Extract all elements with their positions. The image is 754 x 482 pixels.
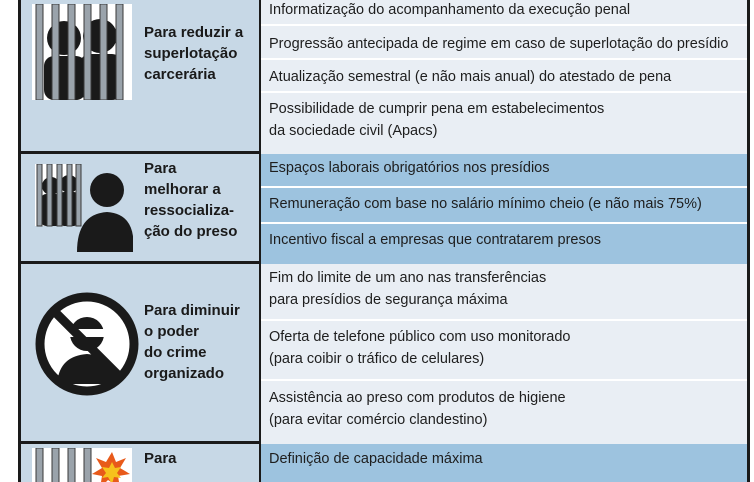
label-line: ção do preso: [144, 223, 238, 240]
measure-item: [261, 60, 747, 93]
label-line: melhorar a: [144, 181, 221, 198]
measures-table: [18, 0, 750, 482]
section-overcrowding: [21, 0, 747, 154]
measure-text: para presídios de segurança máxima: [269, 292, 508, 308]
section-header: [21, 154, 259, 261]
measure-text: Espaços laborais obrigatórios nos presídios: [269, 160, 550, 176]
measure-item: [261, 0, 747, 26]
label-line: Para diminuir: [144, 302, 240, 319]
measure-text: Informatização do acompanhamento da execução penal: [269, 2, 631, 18]
no-criminal-icon: [35, 292, 139, 396]
section-resocialization: [21, 154, 747, 264]
measure-text: Possibilidade de cumprir pena em estabelecimentos: [269, 101, 605, 117]
measure-item: [261, 224, 747, 264]
measure-item: [261, 188, 747, 224]
measure-text: Assistência ao preso com produtos de higiene: [269, 390, 566, 406]
measure-text: (para evitar comércio clandestino): [269, 412, 488, 428]
prison-bars-icon: [32, 4, 132, 100]
label-line: Para reduzir a: [144, 24, 244, 41]
label-line: Para: [144, 450, 177, 467]
section-header: [21, 0, 259, 151]
section-capacity: [21, 444, 747, 482]
measure-item: [261, 381, 747, 444]
measure-list: [259, 264, 747, 441]
label-line: ressocializa-: [144, 202, 235, 219]
measure-item: [261, 26, 747, 60]
measure-text: Remuneração com base no salário mínimo cheio (e não mais 75%): [269, 196, 702, 212]
measure-text: Atualização semestral (e não mais anual) do atestado de pena: [269, 69, 672, 85]
label-line: organizado: [144, 365, 225, 382]
measure-item: [261, 154, 747, 188]
measure-text: Oferta de telefone público com uso monitorado: [269, 329, 571, 345]
prison-explosion-icon: [32, 448, 132, 482]
section-label: [144, 300, 240, 384]
label-line: do crime: [144, 344, 207, 361]
section-header: [21, 444, 259, 482]
measure-text: Definição de capacidade máxima: [269, 451, 483, 467]
measure-item: [261, 321, 747, 381]
measure-text: da sociedade civil (Apacs): [269, 123, 438, 139]
label-line: o poder: [144, 323, 199, 340]
measure-text: Progressão antecipada de regime em caso de superlotação do presídio: [269, 36, 729, 52]
measure-text: Incentivo fiscal a empresas que contratarem presos: [269, 232, 602, 248]
section-organized-crime: [21, 264, 747, 444]
section-label: [144, 22, 243, 85]
measure-item: [261, 264, 747, 321]
measure-item: [261, 444, 747, 482]
label-line: Para: [144, 160, 177, 177]
label-line: carcerária: [144, 66, 216, 83]
prisoner-silhouette-icon: [35, 164, 133, 252]
label-line: superlotação: [144, 45, 238, 62]
section-header: [21, 264, 259, 441]
measure-list: [259, 0, 747, 151]
measure-text: (para coibir o tráfico de celulares): [269, 351, 485, 367]
measure-list: [259, 444, 747, 482]
measure-item: [261, 93, 747, 154]
section-label: [144, 158, 237, 242]
section-label: [144, 448, 177, 469]
measure-text: Fim do limite de um ano nas transferências: [269, 270, 547, 286]
measure-list: [259, 154, 747, 261]
